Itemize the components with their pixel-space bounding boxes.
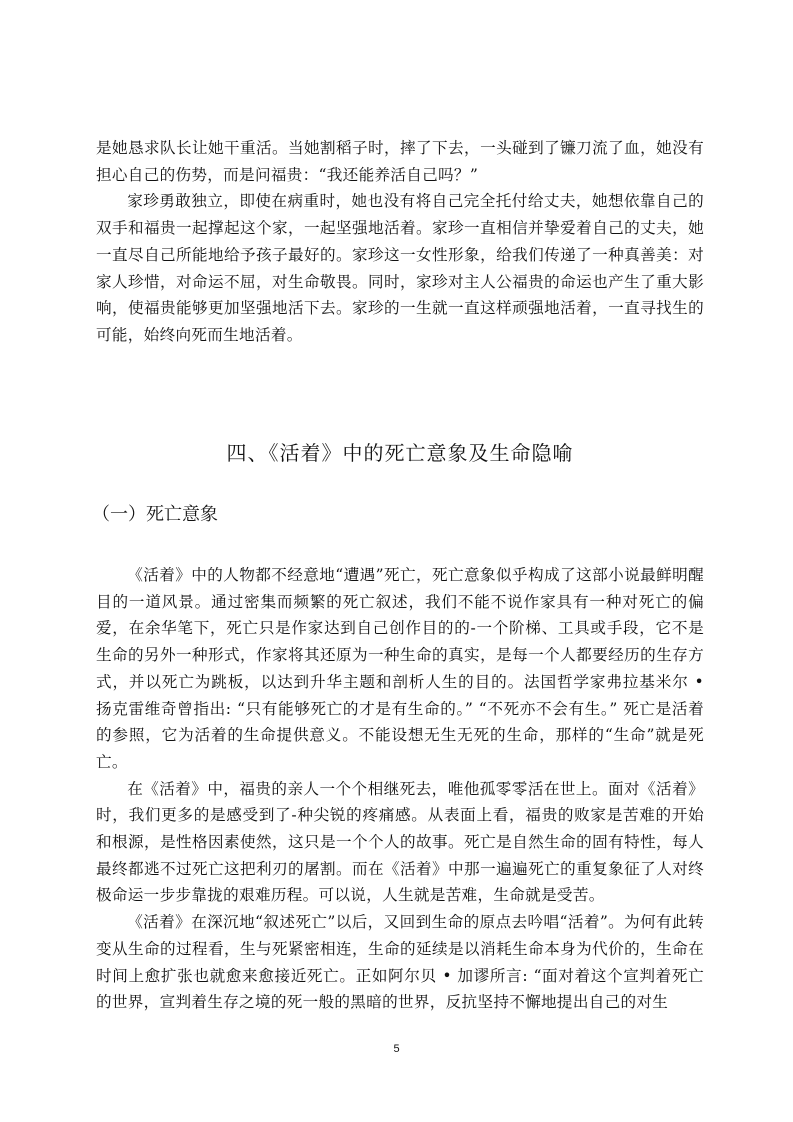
paragraph-jiazhen: 家珍勇敢独立，即使在病重时，她也没有将自己完全托付给丈夫，她想依靠自己的双手和福贵一起撑起这个家，一起坚强地活着。家珍一直相信并挚爱着自己的丈夫，她一直尽自己所能地给予孩子最好的。家珍这一女性形象，给我们传递了一种真善美：对家人珍惜，对命运不屈，对生命敬畏。同时，家珍对主人公福贵的命运也产生了重大影响，使福贵能够更加坚强地活下去。家珍的一生就一直这样顽强地活着，一直寻找生的可能，始终向死而生地活着。 bbox=[96, 192, 704, 344]
section-heading: 四、《活着》中的死亡意象及生命隐喻 bbox=[226, 441, 574, 465]
paragraph-death-imagery: 《活着》中的人物都不经意地“遭遇”死亡，死亡意象似乎构成了这部小说最鲜明醒目的一道风景。通过密集而频繁的死亡叙述，我们不能不说作家具有一种对死亡的偏爱，在余华笔下，死亡只是作家达到自己创作目的的-一个阶梯、工具或手段，它不是生命的另外一种形式，作家将其还原为一种生命的真实，是每一个人都要经历的生存方式，并以死亡为跳板，以达到升华主题和剖析人生的目的。法国哲学家弗拉基米尔 • 扬克雷维奇曾指出: “只有能够死亡的才是有生命的。” “不死亦不会有生。” 死亡是活着的参照，它为活着的生命提供意义。不能设想无生无死的生命，那样的“生命”就是死亡。 bbox=[96, 566, 704, 771]
paragraph-return-to-life: 《活着》在深沉地“叙述死亡”以后，又回到生命的原点去吟唱“活着”。为何有此转变从生命的过程看，生与死紧密相连，生命的延续是以消耗生命本身为代价的，生命在时间上愈扩张也就愈来愈接近死亡。正如阿尔贝 • 加谬所言: “面对着这个宣判着死亡的世界，宣判着生存之境的死一般的黑暗的世界，反抗坚持不懈地提出自己的对生 bbox=[96, 913, 704, 1012]
sub-heading: （一）死亡意象 bbox=[92, 504, 218, 525]
body-text-block-top bbox=[96, 135, 704, 349]
body-text-block-bottom bbox=[96, 562, 704, 1016]
paragraph-fugui-family: 在《活着》中，福贵的亲人一个个相继死去，唯他孤零零活在世上。面对《活着》时，我们更多的是感受到了-种尖锐的疼痛感。从表面上看，福贵的败家是苦难的开始和根源，是性格因素使然，这只是一个个人的故事。死亡是自然生命的固有特性，每人最终都逃不过死亡这把利刃的屠割。而在《活着》中那一遍遍死亡的重复象征了人对终极命运一步步靠拢的艰难历程。可以说，人生就是苦难，生命就是受苦。 bbox=[96, 779, 704, 905]
paragraph-continuation: 是她恳求队长让她干重活。当她割稻子时，摔了下去，一头碰到了镰刀流了血，她没有担心自己的伤势，而是问福贵：“我还能养活自己吗？” bbox=[96, 139, 704, 184]
page-number: 5 bbox=[393, 1043, 400, 1055]
